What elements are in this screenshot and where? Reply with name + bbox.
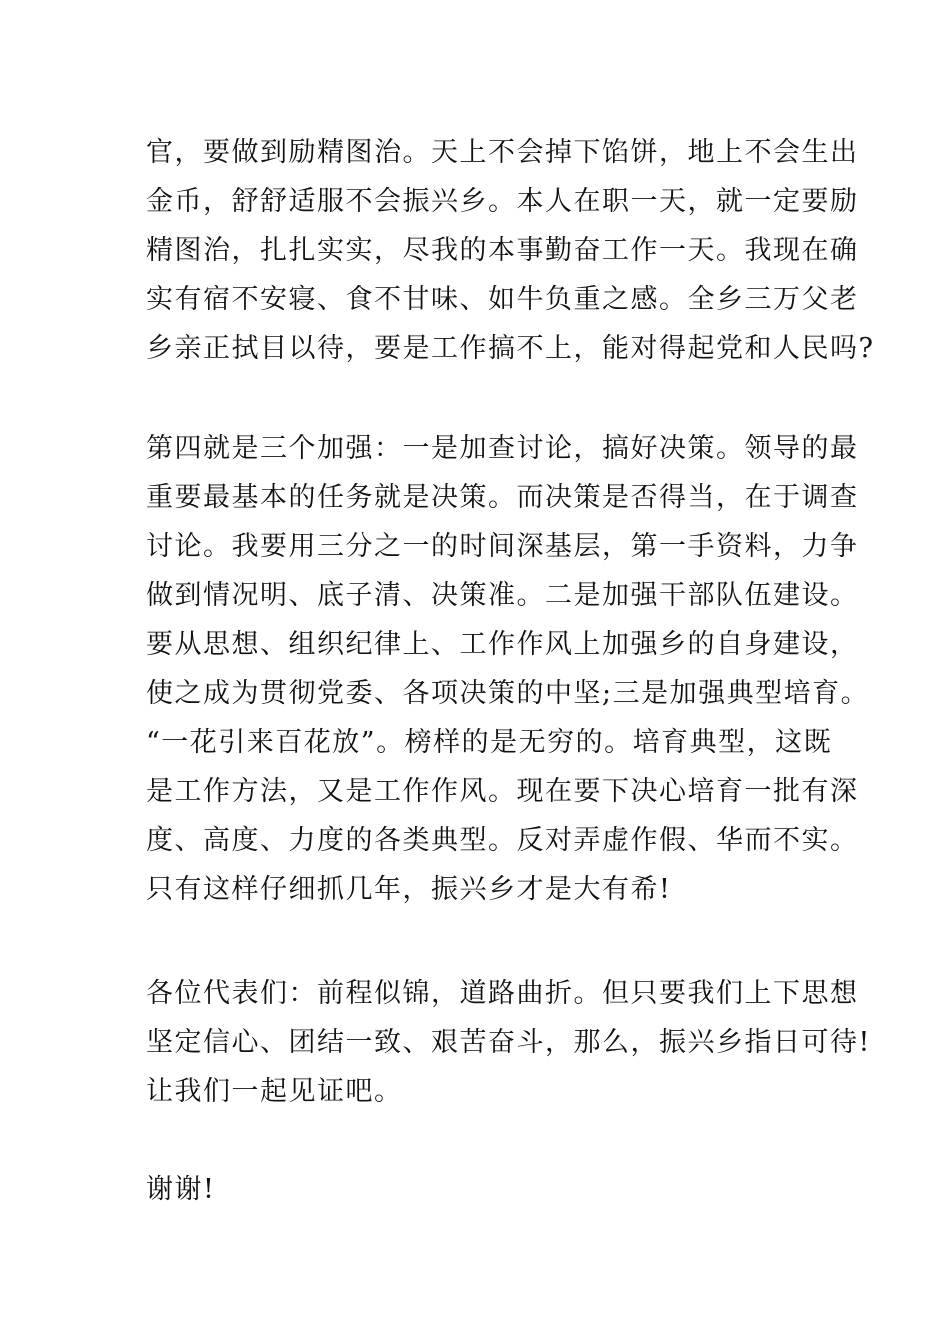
paragraph-line: 做到情况明、底子清、决策准。二是加强干部队伍建设。 <box>146 580 859 611</box>
closing-thanks: 谢谢! <box>146 1174 216 1205</box>
paragraph-line: 让我们一起见证吧。 <box>146 1076 403 1107</box>
paragraph-line: 金币，舒舒适服不会振兴乡。本人在职一天，就一定要励 <box>146 186 859 217</box>
paragraph-line: 只有这样仔细抓几年，振兴乡才是大有希! <box>146 874 672 905</box>
paragraph-line: 重要最基本的任务就是决策。而决策是否得当，在于调查 <box>146 482 859 513</box>
paragraph-line: 精图治，扎扎实实，尽我的本事勤奋工作一天。我现在确 <box>146 235 859 266</box>
paragraph-line: 第四就是三个加强：一是加查讨论，搞好决策。领导的最 <box>146 433 859 464</box>
paragraph-line: “一花引来百花放”。榜样的是无穷的。培育典型，这既 <box>146 727 833 758</box>
paragraph-line: 是工作方法，又是工作作风。现在要下决心培育一批有深 <box>146 776 859 807</box>
paragraph-4 <box>146 1165 816 1214</box>
paragraph-2 <box>146 424 870 914</box>
paragraph-line: 官，要做到励精图治。天上不会掉下馅饼，地上不会生出 <box>146 137 859 168</box>
paragraph-line: 讨论。我要用三分之一的时间深基层，第一手资料，力争 <box>146 531 859 562</box>
paragraph-3 <box>146 969 871 1116</box>
paragraph-line: 各位代表们：前程似锦，道路曲折。但只要我们上下思想 <box>146 978 859 1009</box>
paragraph-1 <box>146 128 875 373</box>
paragraph-line: 乡亲正拭目以待，要是工作搞不上，能对得起党和人民吗? <box>146 333 875 364</box>
paragraph-line: 要从思想、组织纪律上、工作作风上加强乡的自身建设， <box>146 629 859 660</box>
paragraph-line: 坚定信心、团结一致、艰苦奋斗，那么，振兴乡指日可待! <box>146 1027 871 1058</box>
paragraph-line: 度、高度、力度的各类典型。反对弄虚作假、华而不实。 <box>146 825 859 856</box>
paragraph-line: 使之成为贯彻党委、各项决策的中坚;三是加强典型培育。 <box>146 678 870 709</box>
paragraph-line: 实有宿不安寝、食不甘味、如牛负重之感。全乡三万父老 <box>146 284 859 315</box>
